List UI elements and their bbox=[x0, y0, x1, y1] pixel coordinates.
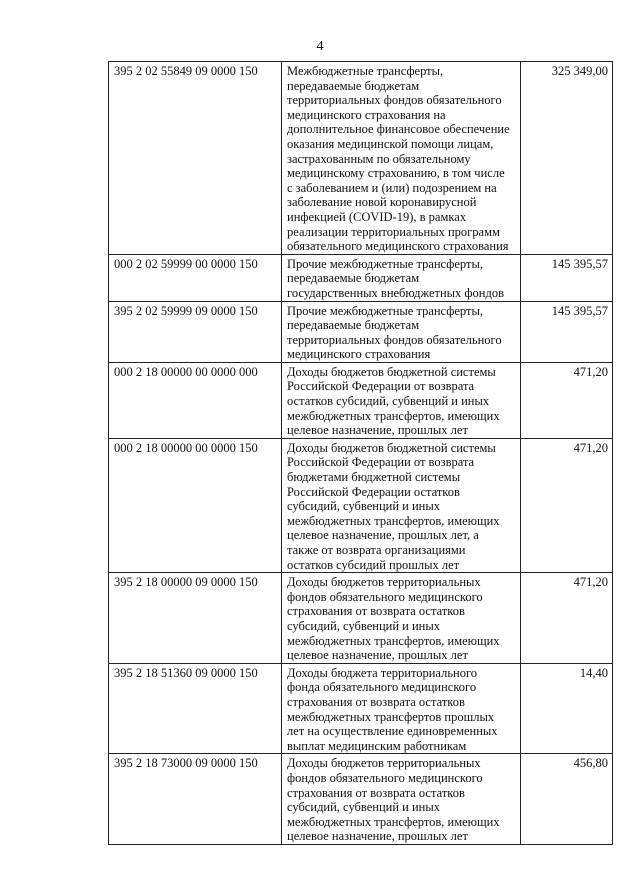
description-line: целевое назначение, прошлых лет bbox=[287, 648, 468, 663]
description-line: Прочие межбюджетные трансферты, bbox=[287, 303, 483, 318]
amount-cell: 471,20 bbox=[521, 573, 613, 664]
description-line: межбюджетных трансфертов, имеющих bbox=[287, 408, 500, 423]
table-body bbox=[109, 62, 613, 845]
description-line: остатков субсидий, субвенций и иных bbox=[287, 394, 490, 409]
description-line: Российской Федерации от возврата bbox=[287, 379, 475, 394]
description-cell bbox=[282, 663, 521, 754]
table-row bbox=[109, 663, 613, 754]
description-line: Доходы бюджетов территориальных bbox=[287, 575, 481, 590]
page-number: 4 bbox=[316, 39, 324, 54]
budget-revenue-table bbox=[108, 61, 613, 845]
description-line: с заболеванием и (или) подозрением на bbox=[287, 180, 497, 195]
description-line: инфекцией (COVID-19), в рамках bbox=[287, 209, 467, 224]
table-row bbox=[109, 301, 613, 362]
budget-code-cell: 395 2 18 51360 09 0000 150 bbox=[109, 663, 282, 754]
description-line: Прочие межбюджетные трансферты, bbox=[287, 256, 483, 271]
amount-cell: 325 349,00 bbox=[521, 62, 613, 255]
description-line: фонда обязательного медицинского bbox=[287, 680, 477, 695]
description-line: межбюджетных трансфертов, имеющих bbox=[287, 633, 500, 648]
table-row bbox=[109, 754, 613, 845]
description-line: медицинского страхования bbox=[287, 347, 431, 362]
description-line: застрахованным по обязательному bbox=[287, 151, 471, 166]
description-cell bbox=[282, 62, 521, 255]
description-line: фондов обязательного медицинского bbox=[287, 589, 483, 604]
budget-code-cell: 000 2 18 00000 00 0000 000 bbox=[109, 362, 282, 438]
description-line: передаваемые бюджетам bbox=[287, 318, 420, 333]
table-row bbox=[109, 573, 613, 664]
description-line: Доходы бюджетов бюджетной системы bbox=[287, 364, 496, 379]
description-line: целевое назначение, прошлых лет bbox=[287, 423, 468, 438]
amount-cell: 471,20 bbox=[521, 438, 613, 572]
description-cell bbox=[282, 573, 521, 664]
description-line: страхования от возврата остатков bbox=[287, 604, 465, 619]
description-cell bbox=[282, 754, 521, 845]
table-row bbox=[109, 438, 613, 572]
description-line: Межбюджетные трансферты, bbox=[287, 64, 444, 78]
budget-code-cell: 395 2 18 73000 09 0000 150 bbox=[109, 754, 282, 845]
description-line: целевое назначение, прошлых лет bbox=[287, 829, 468, 844]
description-line: реализации территориальных программ bbox=[287, 224, 500, 239]
description-line: также от возврата организациями bbox=[287, 543, 466, 557]
budget-code-cell: 395 2 02 59999 09 0000 150 bbox=[109, 301, 282, 362]
budget-code-cell: 395 2 02 55849 09 0000 150 bbox=[109, 62, 282, 255]
description-line: Доходы бюджетов бюджетной системы bbox=[287, 440, 496, 455]
description-line: территориальных фондов обязательного bbox=[287, 332, 502, 347]
table-row bbox=[109, 362, 613, 438]
budget-code-cell: 395 2 18 00000 09 0000 150 bbox=[109, 573, 282, 664]
description-line: территориальных фондов обязательного bbox=[287, 93, 502, 108]
description-line: дополнительное финансовое обеспечение bbox=[287, 122, 510, 137]
description-line: передаваемые бюджетам bbox=[287, 78, 420, 93]
amount-cell: 471,20 bbox=[521, 362, 613, 438]
budget-code-cell: 000 2 02 59999 00 0000 150 bbox=[109, 254, 282, 301]
description-cell bbox=[282, 438, 521, 572]
description-line: субсидий, субвенций и иных bbox=[287, 499, 440, 514]
description-line: межбюджетных трансфертов, имеющих bbox=[287, 814, 500, 829]
table-row bbox=[109, 62, 613, 255]
description-line: Российской Федерации от возврата bbox=[287, 455, 475, 470]
description-cell bbox=[282, 254, 521, 301]
amount-cell: 456,80 bbox=[521, 754, 613, 845]
description-line: страхования от возврата остатков bbox=[287, 785, 465, 800]
description-line: субсидий, субвенций и иных bbox=[287, 618, 440, 633]
description-line: медицинскому страхованию, в том числе bbox=[287, 166, 505, 181]
description-line: целевое назначение, прошлых лет, а bbox=[287, 528, 479, 543]
table-row bbox=[109, 254, 613, 301]
description-line: межбюджетных трансфертов прошлых bbox=[287, 709, 495, 724]
amount-cell: 145 395,57 bbox=[521, 301, 613, 362]
description-line: Доходы бюджетов территориальных bbox=[287, 756, 481, 771]
budget-code-cell: 000 2 18 00000 00 0000 150 bbox=[109, 438, 282, 572]
description-line: медицинского страхования на bbox=[287, 107, 446, 122]
description-line: бюджетами бюджетной системы bbox=[287, 470, 461, 485]
description-cell bbox=[282, 362, 521, 438]
description-line: фондов обязательного медицинского bbox=[287, 770, 483, 785]
description-line: субсидий, субвенций и иных bbox=[287, 800, 440, 815]
description-line: обязательного медицинского страхования bbox=[287, 239, 509, 254]
description-line: лет на осуществление единовременных bbox=[287, 724, 498, 739]
description-line: остатков субсидий прошлых лет bbox=[287, 557, 460, 572]
amount-cell: 145 395,57 bbox=[521, 254, 613, 301]
amount-cell: 14,40 bbox=[521, 663, 613, 754]
description-line: Российской Федерации остатков bbox=[287, 484, 460, 499]
description-line: межбюджетных трансфертов, имеющих bbox=[287, 513, 500, 528]
description-line: Доходы бюджета территориального bbox=[287, 665, 478, 680]
description-line: передаваемые бюджетам bbox=[287, 271, 420, 286]
description-line: оказания медицинской помощи лицам, bbox=[287, 136, 494, 151]
description-line: страхования от возврата остатков bbox=[287, 694, 465, 709]
description-cell bbox=[282, 301, 521, 362]
description-line: государственных внебюджетных фондов bbox=[287, 285, 504, 300]
description-line: выплат медицинским работникам bbox=[287, 738, 467, 753]
description-line: заболевание новой коронавирусной bbox=[287, 195, 477, 210]
